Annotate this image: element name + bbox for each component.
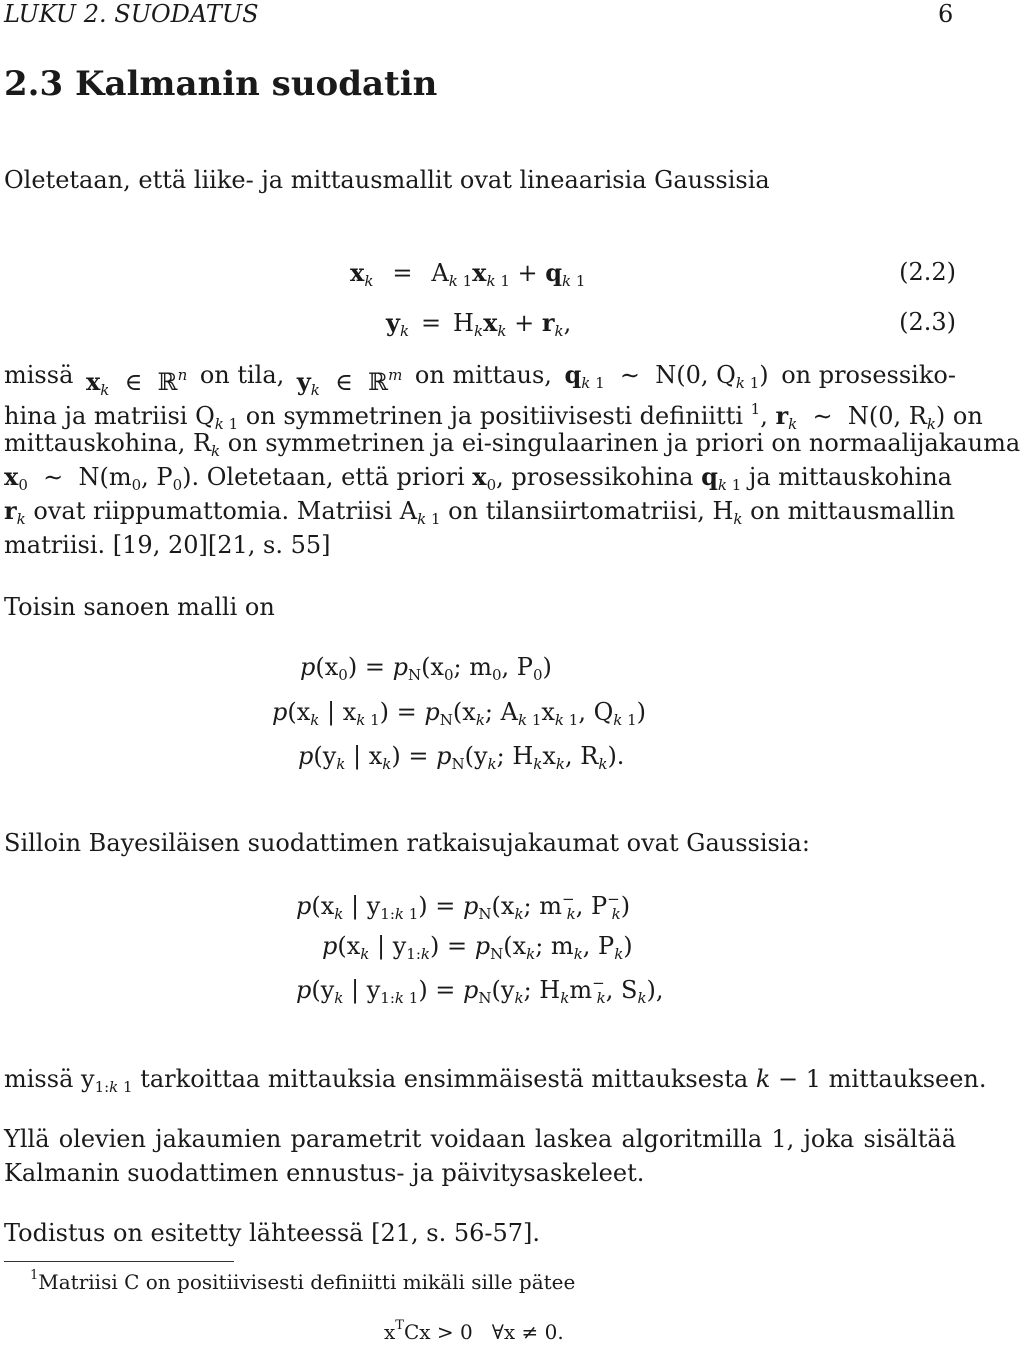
- model-intro-text: Toisin sanoen malli on: [4, 593, 275, 621]
- para1-line2: hina ja matriisi $Q_k$ $_1$ on symmetrinen ja positiivisesti definiitti $^1$, $r_k$ ∼ N(0, $R_k$) on: [4, 400, 983, 433]
- equation-2-2: $x_k = A_k$ $_1x_k$ $_1 + q_k$ $_1$: [350, 258, 586, 290]
- running-header: LUKU 2. SUODATUS: [4, 0, 259, 28]
- footnote-equation: $x^TCx > 0$ ∀x ≠ 0.: [384, 1318, 564, 1344]
- section-title: 2.3 Kalmanin suodatin: [4, 64, 438, 104]
- equation-number-2-3: (2.3): [899, 308, 956, 336]
- prediction-equation: $p(x_k$ | $y_{1:k}$ $_1) = p_N(x_k$; $m^-_k$, $P^-_k$): [296, 890, 631, 923]
- word-on-prosessiko: on prosessiko-: [781, 361, 956, 389]
- algorithm-reference-line2: Kalmanin suodattimen ennustus- ja päivitysaskeleet.: [4, 1159, 645, 1187]
- measurement-notation-text: missä $y_{1:k}$ $_1$ tarkoittaa mittauksia ensimmäisestä mittauksesta k − 1 mittaukseen.: [4, 1065, 987, 1096]
- intro-text: Oletetaan, että liike- ja mittausmallit ovat lineaarisia Gaussisia: [4, 166, 770, 194]
- footnote-ref: 1: [750, 400, 761, 418]
- para1-line4: $x_0$ ∼ $N(m_0$, $P_0$). Oletetaan, että priori $x_0$, prosessikohina $q_k$ $_1$ ja mittauskohina: [4, 462, 952, 494]
- equation-2-3: $y_k = H_kx_k + r_k$,: [386, 308, 572, 340]
- measurement-model-equation: $p(y_k$ | $x_k) = p_N(y_k$; $H_kx_k$, $R_k$).: [298, 742, 625, 773]
- word-missa: missä: [4, 361, 74, 389]
- footnote-text: $^1$Matriisi C on positiivisesti definiitti mikäli sille pätee: [30, 1268, 576, 1294]
- word-on-tila: on tila,: [199, 361, 285, 389]
- page-number: 6: [938, 0, 954, 28]
- para1-line3: mittauskohina, $R_k$ on symmetrinen ja ei-singulaarinen ja priori on normaalijakauma: [4, 429, 1020, 460]
- proof-reference-text: Todistus on esitetty lähteessä [21, s. 56-57].: [4, 1219, 541, 1247]
- y-in-rm: $y_k$ ∈ ℝ$^m$: [296, 366, 403, 399]
- state-space-equations: [0, 258, 956, 338]
- para1-line5: $r_k$ ovat riippumattomia. Matriisi $A_k$ $_1$ on tilansiirtomatriisi, $H_k$ on mittausmallin: [4, 496, 956, 528]
- algorithm-reference-line1: Yllä olevien jakaumien parametrit voidaan laskea algoritmilla 1, joka sisältää: [4, 1125, 956, 1153]
- measurement-prediction-equation: $p(y_k$ | $y_{1:k}$ $_1) = p_N(y_k$; $H_km^-_k$, $S_k$),: [296, 974, 664, 1007]
- filter-solution-intro: Silloin Bayesiläisen suodattimen ratkaisujakaumat ovat Gaussisia:: [4, 829, 810, 857]
- equation-number-2-2: (2.2): [899, 258, 956, 286]
- para1-line6: matriisi. [19, 20][21, s. 55]: [4, 531, 331, 559]
- word-on-mittaus: on mittaus,: [414, 361, 552, 389]
- prior-equation: $p(x_0) = p_N(x_0$; $m_0$, $P_0$): [300, 653, 552, 684]
- x-in-rn: $x_k$ ∈ ℝ$^n$: [85, 366, 188, 399]
- dynamic-model-equation: $p(x_k$ | $x_k$ $_1) = p_N(x_k$; $A_k$ $_1x_k$ $_1$, $Q_k$ $_1$): [272, 698, 647, 729]
- update-equation: $p(x_k$ | $y_{1:k}) = p_N(x_k$; $m_k$, $P_k$): [322, 932, 633, 963]
- footnote-rule: [4, 1261, 234, 1262]
- q-distribution: $q_k$ $_1$ ∼ N(0, $Q_k$ $_1$): [564, 360, 769, 392]
